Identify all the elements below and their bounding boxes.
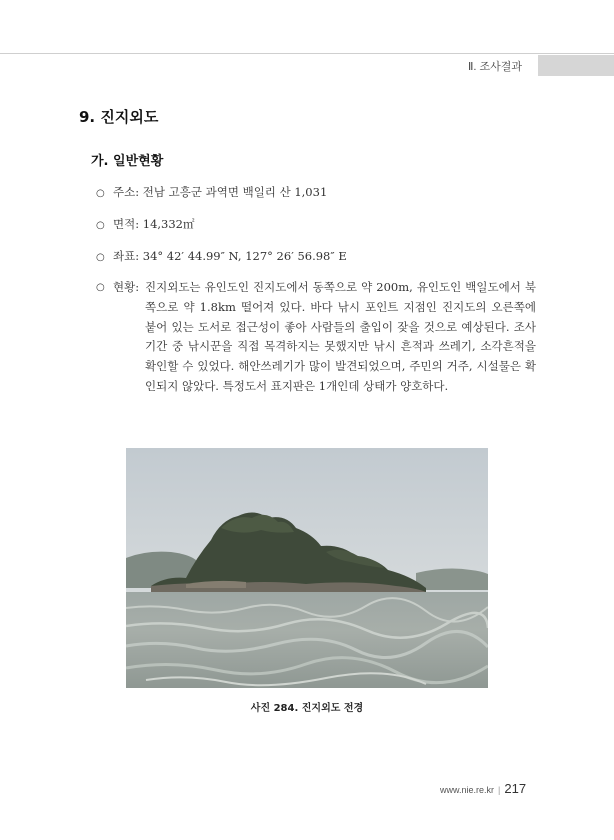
area-value: 14,332㎡ bbox=[142, 217, 195, 231]
circle-bullet-icon: ○ bbox=[96, 188, 105, 199]
header-rule bbox=[0, 53, 614, 54]
page-footer bbox=[440, 780, 526, 798]
area-label: 면적: bbox=[113, 217, 140, 231]
section-title: 9. 진지외도 bbox=[79, 108, 159, 126]
coordinates-value: 34° 42′ 44.99″ N, 127° 26′ 56.98″ E bbox=[142, 249, 347, 263]
circle-bullet-icon: ○ bbox=[96, 220, 105, 231]
photo-caption: 사진 284. 진지외도 전경 bbox=[250, 703, 364, 714]
coordinates-label: 좌표: bbox=[113, 249, 140, 263]
island-photo-image bbox=[126, 448, 488, 688]
address-item bbox=[96, 183, 327, 203]
chapter-header: Ⅱ. 조사결과 bbox=[467, 61, 523, 73]
circle-bullet-icon: ○ bbox=[96, 282, 105, 293]
address-value: 전남 고흥군 과역면 백일리 산 1,031 bbox=[142, 185, 328, 199]
header-tab bbox=[538, 55, 614, 76]
area-item bbox=[96, 215, 195, 235]
footer-separator: | bbox=[498, 785, 501, 795]
circle-bullet-icon: ○ bbox=[96, 252, 105, 263]
coordinates-item bbox=[96, 247, 347, 267]
footer-site: www.nie.re.kr bbox=[440, 785, 495, 795]
address-label: 주소: bbox=[113, 185, 140, 199]
status-text: 진지외도는 유인도인 진지도에서 동쪽으로 약 200m, 유인도인 백일도에서 북쪽으로 약 1.8km 떨어져 있다. 바다 낚시 포인트 지점인 진지도의 오른쪽에 붙어 있는 도서로 접근성이 좋아 사람들의 출입이 잦을 것으로 예상된다. 조사기간 중 낚시꾼을 직접 목격하지는 못했지만 낚시 흔적과 쓰레기, 소각흔적을 확인할 수 있었다. 해안쓰레기가 많이 발견되었으며, 주민의 거주, 시설물은 확인되지 않았다. 특정도서 표지판은 1개인데 상태가 양호하다. bbox=[145, 280, 536, 393]
status-item bbox=[96, 278, 536, 397]
status-label: 현황: bbox=[113, 280, 140, 294]
island-photo bbox=[126, 448, 488, 688]
page-number: 217 bbox=[504, 781, 527, 796]
subsection-title: 가. 일반현황 bbox=[91, 154, 164, 169]
